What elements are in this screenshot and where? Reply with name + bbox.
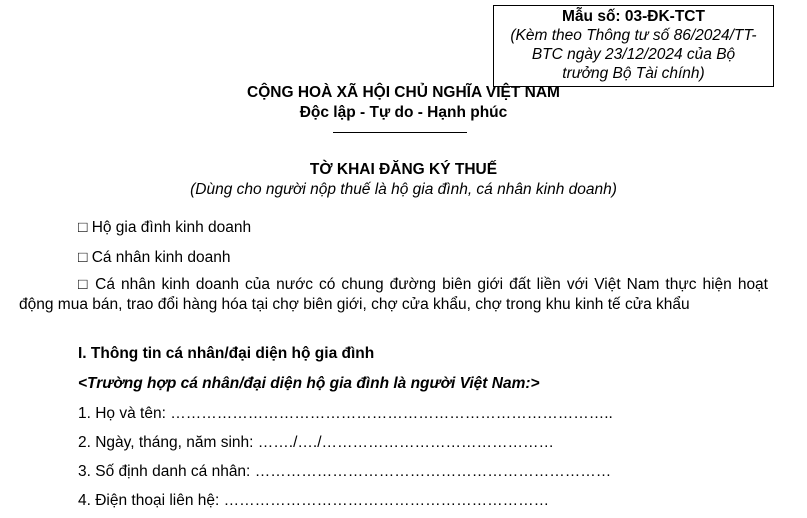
checkbox-icon[interactable] (78, 219, 87, 236)
form-note-line: (Kèm theo Thông tư số 86/2024/TT- (510, 27, 757, 44)
field-dots[interactable]: ………………………………………………………………………….. (170, 405, 613, 422)
field-dots[interactable]: …………………………………………………………… (254, 463, 612, 480)
field-dots[interactable]: ……./…./……………………………………… (257, 434, 555, 451)
field-label: 4. Điện thoại liên hệ: (78, 492, 220, 509)
national-title: CỘNG HOÀ XÃ HỘI CHỦ NGHĨA VIỆT NAM (247, 84, 560, 101)
option-individual-business[interactable] (78, 249, 230, 267)
field-personal-id[interactable] (78, 463, 611, 481)
form-code: Mẫu số: 03-ĐK-TCT (562, 8, 705, 25)
field-full-name[interactable] (78, 405, 613, 423)
field-label: 2. Ngày, tháng, năm sinh: (78, 434, 254, 451)
form-note-line: trưởng Bộ Tài chính) (562, 65, 705, 82)
option-household-business[interactable] (78, 219, 251, 237)
section-case-note: <Trường hợp cá nhân/đại diện hộ gia đình là người Việt Nam:> (78, 375, 540, 392)
national-motto: Độc lập - Tự do - Hạnh phúc (299, 104, 508, 121)
document-title: TỜ KHAI ĐĂNG KÝ THUẾ (309, 161, 498, 178)
section-heading: I. Thông tin cá nhân/đại diện hộ gia đình (78, 345, 375, 362)
option-label: Cá nhân kinh doanh (91, 249, 231, 266)
field-phone[interactable] (78, 492, 549, 510)
option-label: Hộ gia đình kinh doanh (91, 219, 252, 236)
field-dots[interactable]: ……………………………………………………… (223, 492, 550, 509)
form-note-line: BTC ngày 23/12/2024 của Bộ (531, 46, 736, 63)
form-code-box (493, 5, 774, 87)
option-label: Cá nhân kinh doanh của nước có chung đường biên giới đất liền với Việt Nam thực hiện hoạt động mua bán, trao đổi hàng hóa tại chợ biên giới, chợ cửa khẩu, chợ trong khu kinh tế cửa khẩu (19, 276, 768, 313)
option-border-individual-business[interactable] (19, 275, 768, 315)
checkbox-icon[interactable] (78, 276, 89, 293)
field-label: 1. Họ và tên: (78, 405, 166, 422)
field-label: 3. Số định danh cá nhân: (78, 463, 251, 480)
checkbox-icon[interactable] (78, 249, 87, 266)
document-subtitle: (Dùng cho người nộp thuế là hộ gia đình, cá nhân kinh doanh) (190, 181, 617, 198)
field-date-of-birth[interactable] (78, 434, 554, 452)
header-divider (333, 132, 467, 133)
